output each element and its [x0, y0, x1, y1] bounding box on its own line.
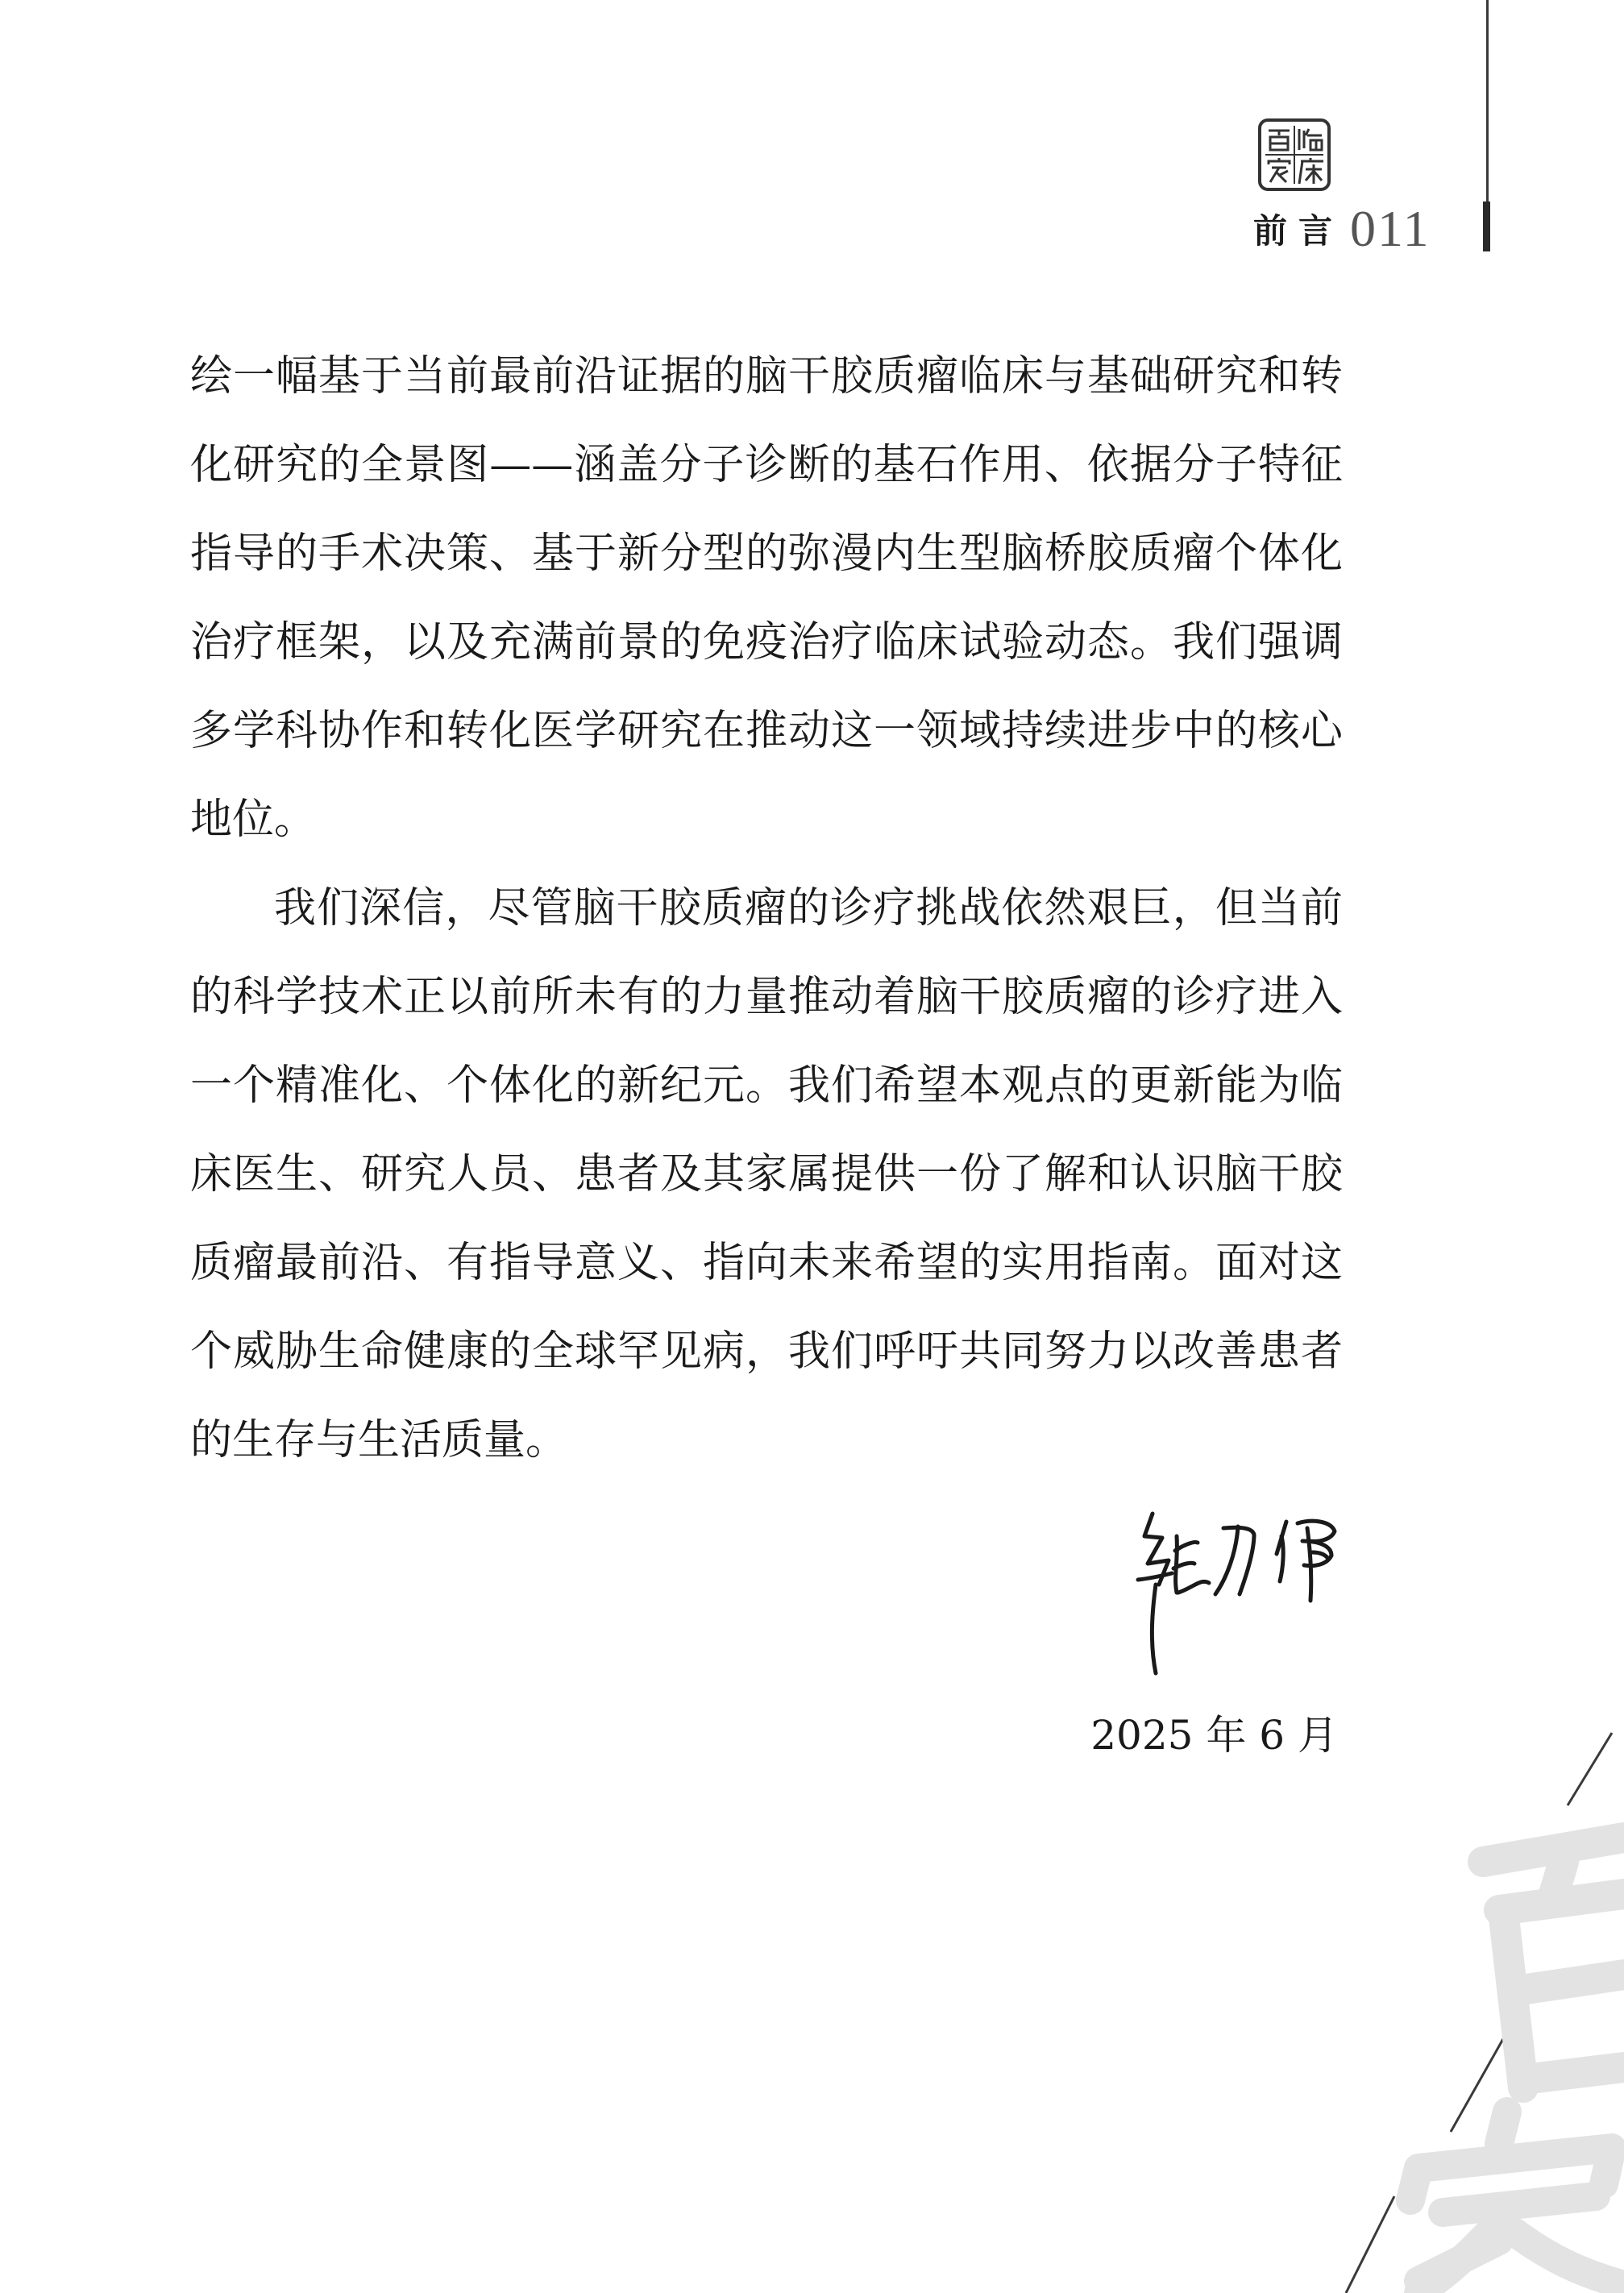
paragraph-1: 绘一幅基于当前最前沿证据的脑干胶质瘤临床与基础研究和转化研究的全景图——涵盖分子诊断的基石作用、依据分子特征指导的手术决策、基于新分型的弥漫内生型脑桥胶质瘤个体化治疗框架，以及充满前景的免疫治疗临床试验动态。我们强调多学科协作和转化医学研究在推动这一领域持续进步中的核心地位。 [190, 352, 1343, 844]
running-header [1253, 200, 1431, 257]
page-number: 011 [1350, 200, 1431, 257]
running-title: 前言 [1253, 211, 1344, 251]
handwritten-signature [1120, 1504, 1346, 1681]
series-seal-logo [1257, 118, 1331, 192]
decorative-watermark [1257, 1709, 1624, 2293]
paragraph-2: 我们深信，尽管脑干胶质瘤的诊疗挑战依然艰巨，但当前的科学技术正以前所未有的力量推动着脑干胶质瘤的诊疗进入一个精准化、个体化的新纪元。我们希望本观点的更新能为临床医生、研究人员、患者及其家属提供一份了解和认识脑干胶质瘤最前沿、有指导意义、指向未来希望的实用指南。面对这个威胁生命健康的全球罕见病，我们呼吁共同努力以改善患者的生存与生活质量。 [190, 884, 1343, 1464]
page-edge-tab-mark [1483, 201, 1490, 251]
body-text [190, 332, 1343, 1485]
date-line: 2025 年 6 月 [1090, 1712, 1338, 1759]
